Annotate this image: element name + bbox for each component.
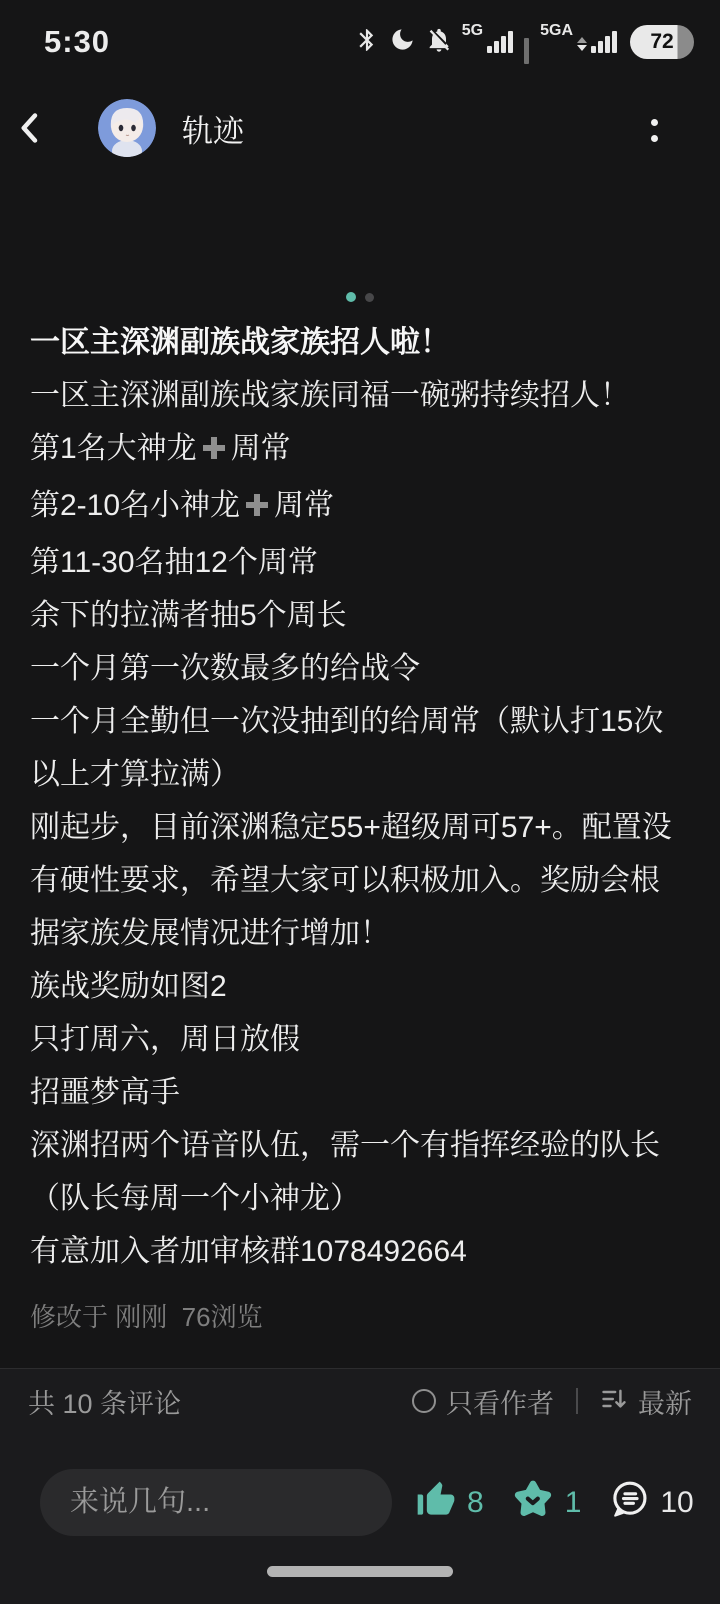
post-meta: 修改于 刚刚 76浏览 xyxy=(30,1302,263,1332)
radio-circle-icon xyxy=(412,1389,436,1413)
post-line: 招噩梦高手 xyxy=(30,1076,180,1109)
signal-5g-icon: 5G xyxy=(462,31,513,53)
comment-input[interactable] xyxy=(40,1469,392,1536)
pager-dot-active xyxy=(346,292,356,302)
do-not-disturb-moon-icon xyxy=(389,26,416,58)
favorite-button[interactable] xyxy=(510,1477,582,1528)
plus-icon xyxy=(200,426,228,479)
like-button[interactable] xyxy=(414,1478,484,1527)
post-line: 一个月全勤但一次没抽到的给周常（默认打15次以上才算拉满） xyxy=(30,705,664,791)
battery-icon: 72 xyxy=(630,25,694,59)
star-icon xyxy=(510,1477,556,1528)
post-line: （队长每周一个小神龙） xyxy=(30,1182,360,1215)
home-indicator[interactable] xyxy=(267,1566,453,1577)
comment-input-pill[interactable] xyxy=(40,1469,392,1536)
post-line: 余下的拉满者抽5个周长 xyxy=(30,599,347,632)
post-line: 第2-10名小神龙 周常 xyxy=(30,479,688,536)
comment-button[interactable] xyxy=(607,1478,693,1527)
username[interactable]: 轨迹 xyxy=(182,113,244,149)
status-bar xyxy=(0,0,720,80)
avatar[interactable] xyxy=(98,99,156,157)
post-line: 族战奖励如图2 xyxy=(30,970,227,1003)
clock: 5:30 xyxy=(44,24,111,59)
thumbs-up-icon xyxy=(414,1478,458,1527)
vertical-divider xyxy=(576,1388,578,1414)
signal-divider xyxy=(524,38,529,64)
comments-count: 共 10 条评论 xyxy=(28,1388,182,1419)
like-count: 8 xyxy=(467,1485,484,1519)
post-title: 一区主深渊副族战家族招人啦！ xyxy=(30,326,450,359)
pager-dot-inactive xyxy=(365,293,374,302)
post-content xyxy=(30,316,688,1344)
comment-bubble-icon xyxy=(607,1478,651,1527)
filter-author-only-button[interactable]: 只看作者 xyxy=(412,1382,554,1421)
notifications-off-icon xyxy=(425,26,453,59)
more-menu-button[interactable] xyxy=(634,108,674,152)
favorite-count: 1 xyxy=(564,1485,582,1519)
image-pager-dots xyxy=(0,292,720,302)
bluetooth-icon xyxy=(354,27,380,58)
post-line: 一区主深渊副族战家族同福一碗粥持续招人！ xyxy=(30,379,630,412)
post-line: 一个月第一次数最多的给战令 xyxy=(30,652,420,685)
status-icons xyxy=(354,20,694,64)
post-line: 深渊招两个语音队伍，需一个有指挥经验的队长 xyxy=(30,1129,660,1162)
post-line: 有意加入者加审核群1078492664 xyxy=(30,1235,467,1268)
signal-5ga-icon: 5GA xyxy=(540,31,617,53)
sort-latest-button[interactable]: 最新 xyxy=(600,1382,692,1421)
post-actions xyxy=(414,1469,694,1536)
post-line: 只打周六，周日放假 xyxy=(30,1023,300,1056)
sort-icon xyxy=(600,1385,628,1418)
comments-header xyxy=(0,1369,720,1433)
post-line: 第11-30名抽12个周常 xyxy=(30,546,318,579)
post-line: 刚起步，目前深渊稳定55+超级周可57+。配置没有硬性要求，希望大家可以积极加入。奖励会根据家族发展情况进行增加！ xyxy=(30,811,672,950)
plus-icon xyxy=(243,483,271,536)
header xyxy=(0,94,720,162)
post-line: 第1名大神龙 周常 xyxy=(30,422,688,479)
back-button[interactable] xyxy=(0,94,60,162)
comment-count: 10 xyxy=(660,1485,694,1519)
